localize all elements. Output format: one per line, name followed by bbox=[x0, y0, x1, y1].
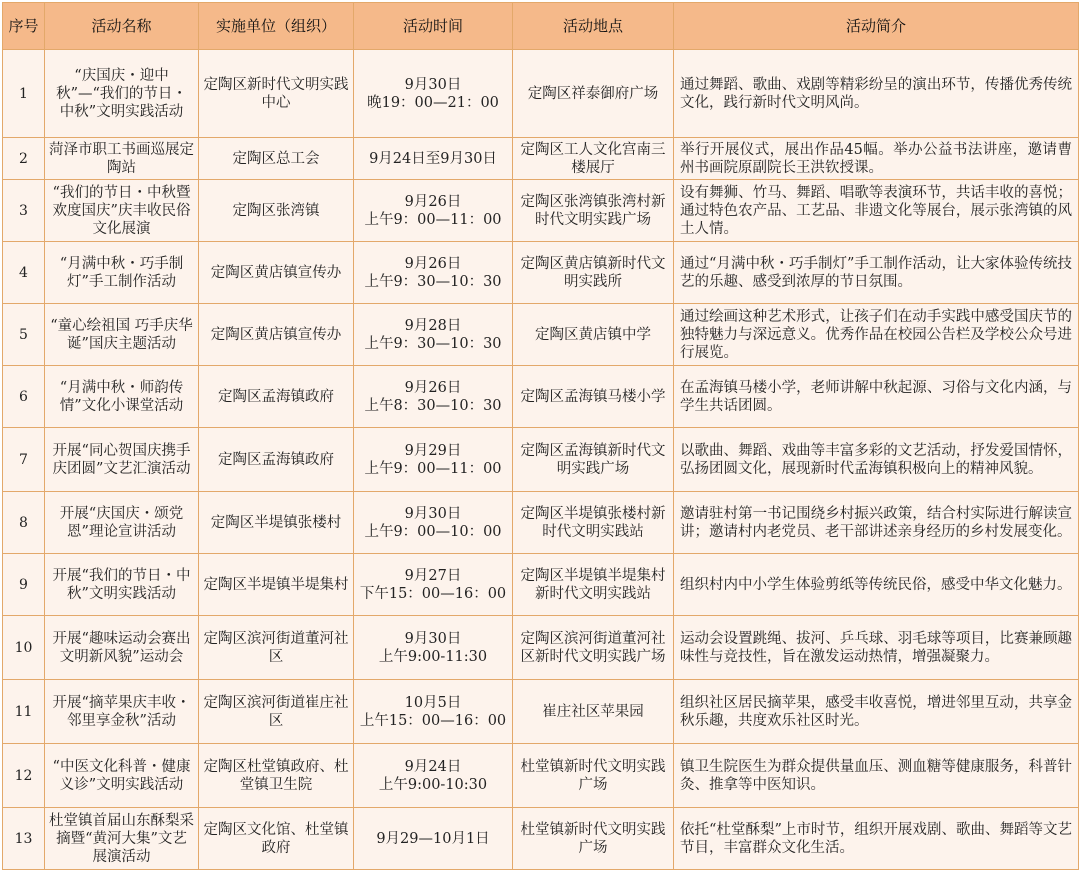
cell-no: 5 bbox=[3, 304, 45, 366]
cell-desc: 通过舞蹈、歌曲、戏剧等精彩纷呈的演出环节，传播优秀传统文化，践行新时代文明风尚。 bbox=[674, 50, 1079, 138]
cell-place: 定陶区黄店镇中学 bbox=[513, 304, 674, 366]
cell-name: “中医文化科普・健康义诊”文明实践活动 bbox=[45, 744, 199, 808]
cell-name: 菏泽市职工书画巡展定陶站 bbox=[45, 138, 199, 180]
cell-place: 杜堂镇新时代文明实践广场 bbox=[513, 744, 674, 808]
cell-desc: 依托“杜堂酥梨”上市时节，组织开展戏剧、歌曲、舞蹈等文艺节目，丰富群众文化生活。 bbox=[674, 808, 1079, 870]
cell-place: 定陶区黄店镇新时代文明实践所 bbox=[513, 242, 674, 304]
cell-time: 9月26日 上午9：00—11：00 bbox=[354, 180, 513, 242]
table-row bbox=[3, 138, 1079, 180]
cell-org: 定陶区黄店镇宣传办 bbox=[199, 304, 354, 366]
table-row bbox=[3, 492, 1079, 554]
cell-place: 定陶区工人文化宫南三楼展厅 bbox=[513, 138, 674, 180]
table-row bbox=[3, 744, 1079, 808]
cell-place: 定陶区孟海镇新时代文明实践广场 bbox=[513, 428, 674, 492]
cell-time: 9月30日 晚19：00—21：00 bbox=[354, 50, 513, 138]
cell-desc: 组织村内中小学生体验剪纸等传统民俗，感受中华文化魅力。 bbox=[674, 554, 1079, 616]
cell-time: 9月26日 上午9：30—10：30 bbox=[354, 242, 513, 304]
cell-no: 11 bbox=[3, 680, 45, 744]
header-row bbox=[3, 3, 1079, 50]
cell-name: 开展“庆国庆・颂党恩”理论宣讲活动 bbox=[45, 492, 199, 554]
cell-org: 定陶区半堤镇张楼村 bbox=[199, 492, 354, 554]
cell-place: 定陶区半堤镇半堤集村新时代文明实践站 bbox=[513, 554, 674, 616]
cell-desc: 设有舞狮、竹马、舞蹈、唱歌等表演环节，共话丰收的喜悦；通过特色农产品、工艺品、非遗文化等展台，展示张湾镇的风土人情。 bbox=[674, 180, 1079, 242]
cell-time: 9月29日 上午9：00—11：00 bbox=[354, 428, 513, 492]
cell-no: 9 bbox=[3, 554, 45, 616]
table-row bbox=[3, 808, 1079, 870]
cell-name: 开展“我们的节日・中秋”文明实践活动 bbox=[45, 554, 199, 616]
cell-name: 开展“同心贺国庆携手庆团圆”文艺汇演活动 bbox=[45, 428, 199, 492]
header-org: 实施单位（组织） bbox=[199, 3, 354, 50]
cell-name: “我们的节日・中秋暨欢度国庆”庆丰收民俗文化展演 bbox=[45, 180, 199, 242]
table-body bbox=[3, 50, 1079, 870]
cell-desc: 通过“月满中秋・巧手制灯”手工制作活动，让大家体验传统技艺的乐趣、感受到浓厚的节日氛围。 bbox=[674, 242, 1079, 304]
cell-desc: 组织社区居民摘苹果，感受丰收喜悦，增进邻里互动，共享金秋乐趣，共度欢乐社区时光。 bbox=[674, 680, 1079, 744]
cell-org: 定陶区黄店镇宣传办 bbox=[199, 242, 354, 304]
header-desc: 活动简介 bbox=[674, 3, 1079, 50]
cell-time: 9月26日 上午8：30—10：30 bbox=[354, 366, 513, 428]
cell-org: 定陶区半堤镇半堤集村 bbox=[199, 554, 354, 616]
cell-desc: 以歌曲、舞蹈、戏曲等丰富多彩的文艺活动，抒发爱国情怀，弘扬团圆文化，展现新时代孟海镇积极向上的精神风貌。 bbox=[674, 428, 1079, 492]
cell-place: 定陶区滨河街道董河社区新时代文明实践广场 bbox=[513, 616, 674, 680]
cell-time: 9月27日 下午15：00—16：00 bbox=[354, 554, 513, 616]
table-row bbox=[3, 180, 1079, 242]
cell-name: “月满中秋・师韵传情”文化小课堂活动 bbox=[45, 366, 199, 428]
table-row bbox=[3, 428, 1079, 492]
cell-org: 定陶区滨河街道董河社区 bbox=[199, 616, 354, 680]
cell-org: 定陶区总工会 bbox=[199, 138, 354, 180]
cell-no: 3 bbox=[3, 180, 45, 242]
activity-table bbox=[2, 2, 1079, 870]
cell-no: 7 bbox=[3, 428, 45, 492]
cell-place: 定陶区张湾镇张湾村新时代文明实践广场 bbox=[513, 180, 674, 242]
cell-name: “月满中秋・巧手制灯”手工制作活动 bbox=[45, 242, 199, 304]
cell-org: 定陶区孟海镇政府 bbox=[199, 366, 354, 428]
cell-desc: 在孟海镇马楼小学，老师讲解中秋起源、习俗与文化内涵，与学生共话团圆。 bbox=[674, 366, 1079, 428]
cell-time: 9月24日 上午9:00-10:30 bbox=[354, 744, 513, 808]
header-place: 活动地点 bbox=[513, 3, 674, 50]
table-row bbox=[3, 304, 1079, 366]
cell-no: 13 bbox=[3, 808, 45, 870]
cell-place: 定陶区孟海镇马楼小学 bbox=[513, 366, 674, 428]
cell-place: 崔庄社区苹果园 bbox=[513, 680, 674, 744]
cell-desc: 举行开展仪式，展出作品45幅。举办公益书法讲座，邀请曹州书画院原副院长王洪钦授课。 bbox=[674, 138, 1079, 180]
table-row bbox=[3, 50, 1079, 138]
cell-no: 6 bbox=[3, 366, 45, 428]
header-name: 活动名称 bbox=[45, 3, 199, 50]
cell-name: “童心绘祖国 巧手庆华诞”国庆主题活动 bbox=[45, 304, 199, 366]
cell-org: 定陶区杜堂镇政府、杜堂镇卫生院 bbox=[199, 744, 354, 808]
cell-no: 2 bbox=[3, 138, 45, 180]
cell-no: 4 bbox=[3, 242, 45, 304]
cell-desc: 通过绘画这种艺术形式，让孩子们在动手实践中感受国庆节的独特魅力与深远意义。优秀作品在校园公告栏及学校公众号进行展览。 bbox=[674, 304, 1079, 366]
cell-no: 1 bbox=[3, 50, 45, 138]
cell-no: 10 bbox=[3, 616, 45, 680]
cell-time: 9月29—10月1日 bbox=[354, 808, 513, 870]
cell-name: 开展“摘苹果庆丰收・邻里享金秋”活动 bbox=[45, 680, 199, 744]
table-row bbox=[3, 680, 1079, 744]
cell-time: 9月30日 上午9:00-11:30 bbox=[354, 616, 513, 680]
header-time: 活动时间 bbox=[354, 3, 513, 50]
cell-org: 定陶区滨河街道崔庄社区 bbox=[199, 680, 354, 744]
cell-no: 8 bbox=[3, 492, 45, 554]
cell-org: 定陶区张湾镇 bbox=[199, 180, 354, 242]
cell-place: 定陶区半堤镇张楼村新时代文明实践站 bbox=[513, 492, 674, 554]
cell-org: 定陶区新时代文明实践中心 bbox=[199, 50, 354, 138]
cell-time: 10月5日 上午15：00—16：00 bbox=[354, 680, 513, 744]
cell-place: 杜堂镇新时代文明实践广场 bbox=[513, 808, 674, 870]
table-row bbox=[3, 616, 1079, 680]
cell-time: 9月28日 上午9：30—10：30 bbox=[354, 304, 513, 366]
cell-desc: 镇卫生院医生为群众提供量血压、测血糖等健康服务，科普针灸、推拿等中医知识。 bbox=[674, 744, 1079, 808]
cell-name: 杜堂镇首届山东酥梨采摘暨“黄河大集”文艺展演活动 bbox=[45, 808, 199, 870]
header-no: 序号 bbox=[3, 3, 45, 50]
table-row bbox=[3, 366, 1079, 428]
cell-desc: 运动会设置跳绳、拔河、乒乓球、羽毛球等项目，比赛兼顾趣味性与竞技性，旨在激发运动热情，增强凝聚力。 bbox=[674, 616, 1079, 680]
table-row bbox=[3, 554, 1079, 616]
cell-no: 12 bbox=[3, 744, 45, 808]
cell-place: 定陶区祥泰御府广场 bbox=[513, 50, 674, 138]
cell-desc: 邀请驻村第一书记围绕乡村振兴政策，结合村实际进行解读宣讲；邀请村内老党员、老干部讲述亲身经历的乡村发展变化。 bbox=[674, 492, 1079, 554]
cell-time: 9月24日至9月30日 bbox=[354, 138, 513, 180]
table-row bbox=[3, 242, 1079, 304]
cell-time: 9月30日 上午9：00—10：00 bbox=[354, 492, 513, 554]
cell-name: 开展“趣味运动会赛出文明新风貌”运动会 bbox=[45, 616, 199, 680]
cell-org: 定陶区孟海镇政府 bbox=[199, 428, 354, 492]
cell-name: “庆国庆・迎中秋”—“我们的节日・中秋”文明实践活动 bbox=[45, 50, 199, 138]
cell-org: 定陶区文化馆、杜堂镇政府 bbox=[199, 808, 354, 870]
